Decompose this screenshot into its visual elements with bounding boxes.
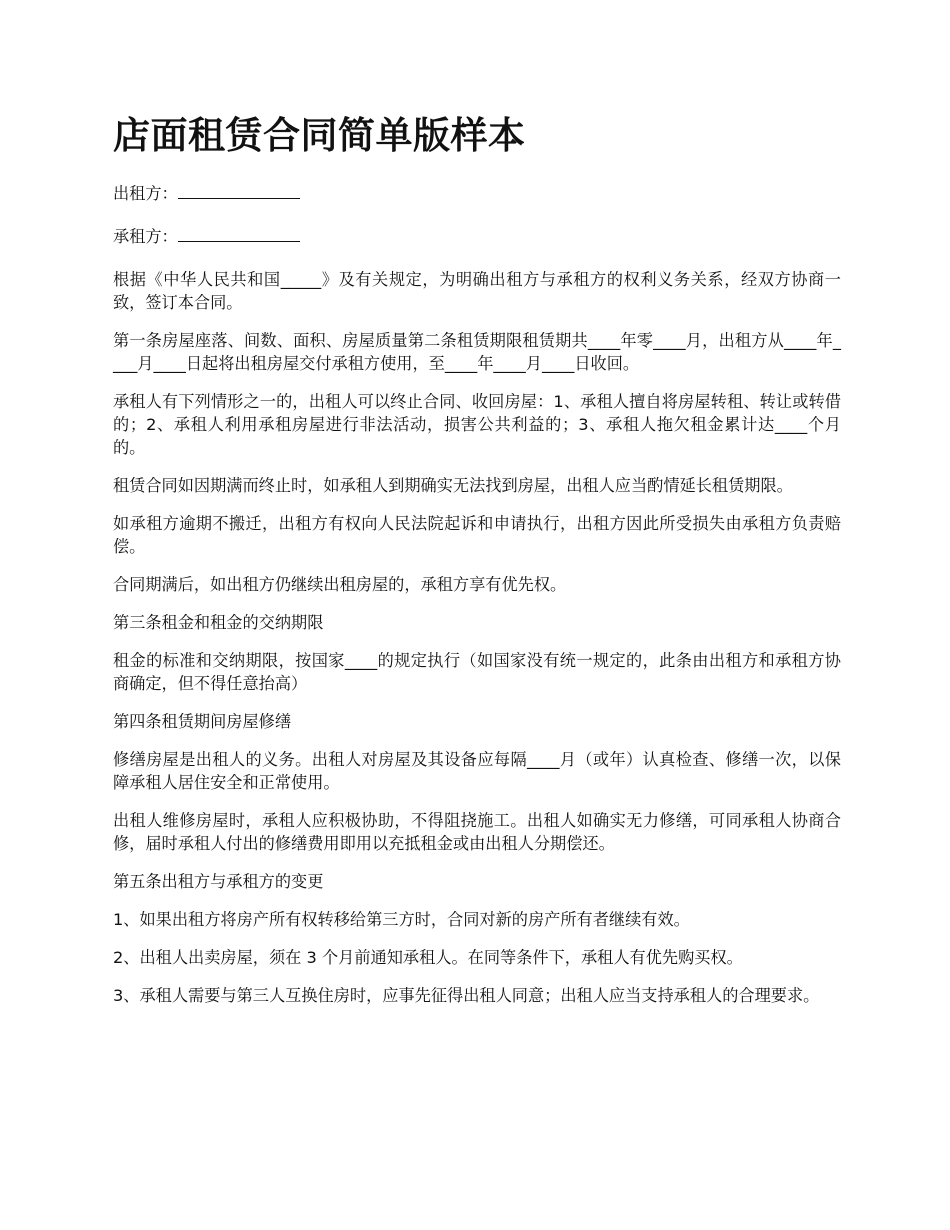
heading-article-3: 第三条租金和租金的交纳期限 xyxy=(113,613,324,632)
paragraph-termination: 承租人有下列情形之一的，出租人可以终止合同、收回房屋：1、承租人擅自将房屋转租、转让或转借的；2、承租人利用承租房屋进行非法活动，损害公共利益的；3、承租人拖欠租金累计达____个月的。 xyxy=(113,392,841,457)
paragraph-change-1: 1、如果出租方将房产所有权转移给第三方时，合同对新的房产所有者继续有效。 xyxy=(113,910,690,929)
paragraph-repair-cooperation: 出租人维修房屋时，承租人应积极协助，不得阻挠施工。出租人如确实无力修缮，可同承租人协商合修，届时承租人付出的修缮费用即用以充抵租金或由出租人分期偿还。 xyxy=(113,811,841,853)
paragraph-change-3: 3、承租人需要与第三人互换住房时，应事先征得出租人同意；出租人应当支持承租人的合理要求。 xyxy=(113,986,820,1005)
heading-article-5: 第五条出租方与承租方的变更 xyxy=(113,872,324,891)
paragraph-repair-duty: 修缮房屋是出租人的义务。出租人对房屋及其设备应每隔____月（或年）认真检查、修缮一次，以保障承租人居住安全和正常使用。 xyxy=(113,750,841,792)
lessee-label: 承租方： xyxy=(113,227,178,246)
paragraph-change-2: 2、出租人出卖房屋，须在 3 个月前通知承租人。在同等条件下，承租人有优先购买权。 xyxy=(113,948,743,967)
paragraph-eviction: 如承租方逾期不搬迁，出租方有权向人民法院起诉和申请执行，出租方因此所受损失由承租方负责赔偿。 xyxy=(113,514,841,556)
paragraph-preamble: 根据《中华人民共和国_____》及有关规定，为明确出租方与承租方的权利义务关系，经双方协商一致，签订本合同。 xyxy=(113,270,841,312)
lessor-blank xyxy=(178,182,300,199)
paragraph-rent: 租金的标准和交纳期限，按国家____的规定执行（如国家没有统一规定的，此条由出租方和承租方协商确定，但不得任意抬高） xyxy=(113,651,841,693)
lessee-line xyxy=(113,225,841,248)
document-page xyxy=(113,112,841,1022)
paragraph-extension: 租赁合同如因期满而终止时，如承租人到期确实无法找到房屋，出租人应当酌情延长租赁期限。 xyxy=(113,476,793,495)
paragraph-article-1-2: 第一条房屋座落、间数、面积、房屋质量第二条租赁期限租赁期共____年零____月，出租方从____年____月____日起将出租房屋交付承租方使用，至____年____月____日收回。 xyxy=(113,331,841,373)
paragraph-priority: 合同期满后，如出租方仍继续出租房屋的，承租方享有优先权。 xyxy=(113,575,567,594)
document-title: 店面租赁合同简单版样本 xyxy=(113,114,526,157)
heading-article-4: 第四条租赁期间房屋修缮 xyxy=(113,712,292,731)
lessee-blank xyxy=(178,225,300,242)
lessor-label: 出租方： xyxy=(113,184,178,203)
lessor-line xyxy=(113,182,841,205)
